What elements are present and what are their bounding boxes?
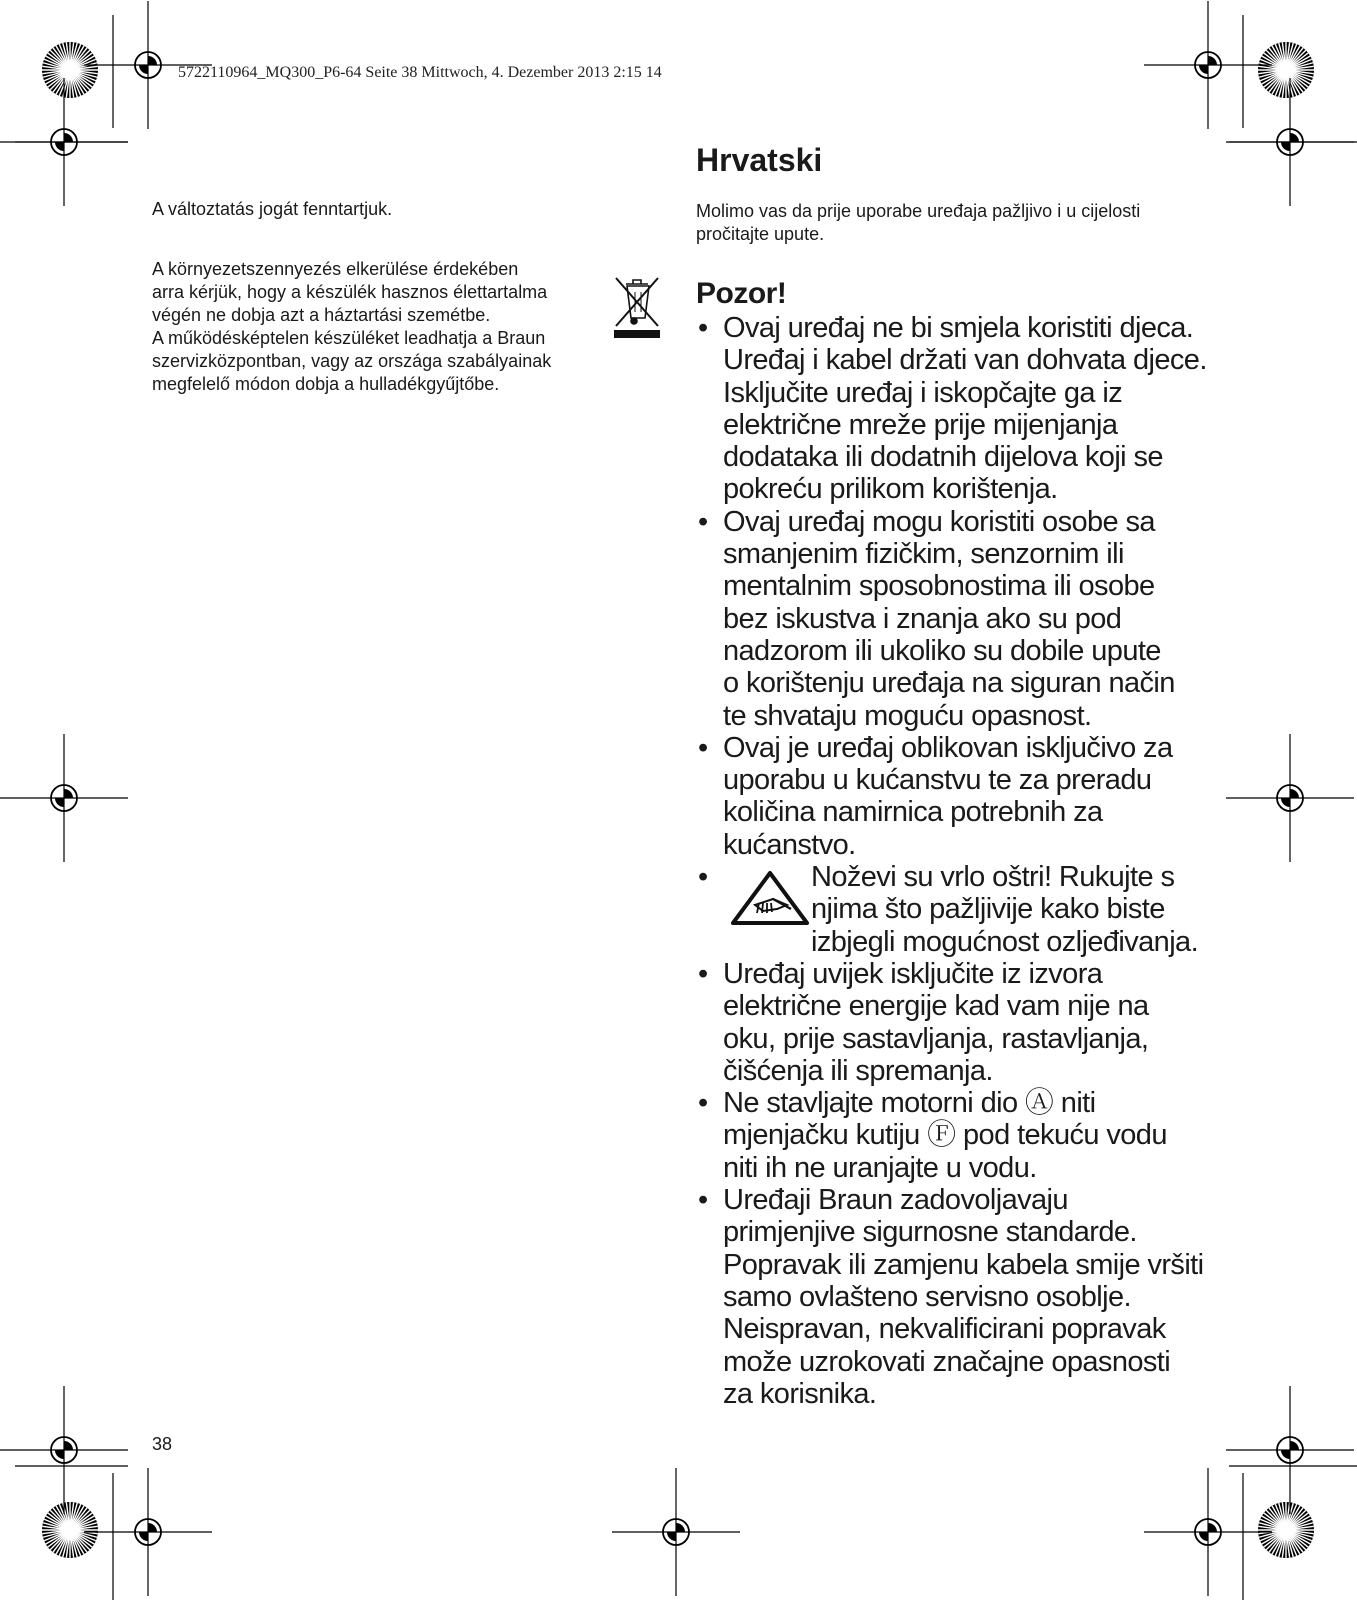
hungarian-column	[152, 198, 622, 396]
intro-line: pročitajte upute.	[696, 224, 825, 244]
crossed-out-wheelie-bin-icon	[612, 274, 662, 340]
caution-heading: Pozor!	[696, 277, 787, 310]
warning-line: te shvataju moguću opasnost.	[723, 699, 1092, 732]
warning-line: bez iskustva i znanja ako su pod	[723, 602, 1122, 635]
registration-mark-icon	[1144, 1, 1272, 129]
warning-line: Neispravan, nekvalificirani popravak	[723, 1313, 1166, 1346]
warning-line: mjenjačku kutiju Ⓕ pod tekuću vodu	[723, 1119, 1167, 1152]
intro-line: Molimo vas da prije uporabe uređaja pažljivo i u cijelosti	[696, 201, 1141, 221]
disposal-line: A környezetszennyezés elkerülése érdekében	[152, 259, 519, 279]
warning-line: Uređaj i kabel držati van dohvata djece.	[723, 344, 1207, 377]
warning-line: dodataka ili dodatnih dijelova koji se	[723, 441, 1163, 474]
bullet: •	[698, 1184, 708, 1217]
warning-item	[696, 312, 1216, 506]
warning-line: količina namirnica potrebnih za	[723, 796, 1103, 829]
bullet: •	[698, 957, 708, 990]
bullet: •	[698, 505, 708, 538]
registration-mark-icon	[0, 78, 128, 206]
warning-line: Ovaj uređaj mogu koristiti osobe sa	[723, 505, 1155, 538]
warning-line: izbjegli mogućnost ozljeđivanja.	[811, 925, 1199, 958]
print-slug: 5722110964_MQ300_P6-64 Seite 38 Mittwoch, 4. Dezember 2013 2:15 14	[178, 64, 662, 81]
disposal-line: megfelelő módon dobja a hulladékgyűjtőbe.	[152, 374, 500, 394]
warning-item	[696, 958, 1216, 1087]
registration-mark-icon	[1226, 1386, 1354, 1514]
disposal-line: arra kérjük, hogy a készülék hasznos élettartalma	[152, 282, 548, 302]
page-number: 38	[152, 1434, 173, 1454]
warning-line: Noževi su vrlo oštri! Rukujte s	[811, 861, 1175, 894]
registration-mark-icon	[612, 1468, 740, 1596]
warning-line: električne mreže prije mijenjanja	[723, 408, 1118, 441]
starburst-color-bar-icon	[42, 1502, 98, 1558]
warnings-list	[696, 312, 1216, 1410]
warning-item	[696, 1087, 1216, 1184]
warning-line: električne energije kad vam nije na	[723, 990, 1149, 1023]
blade-warning-row	[723, 861, 1216, 958]
warning-line: primjenjive sigurnosne standarde.	[723, 1216, 1137, 1249]
sharp-blade-warning-icon	[729, 869, 811, 929]
language-title: Hrvatski	[696, 142, 823, 178]
bullet: •	[698, 312, 708, 344]
warning-line: Ne stavljajte motorni dio Ⓐ niti	[723, 1087, 1096, 1120]
warning-line: nadzorom ili ukoliko su dobile upute	[723, 634, 1161, 667]
warning-line: čišćenja ili spremanja.	[723, 1054, 993, 1087]
bullet: •	[698, 731, 708, 764]
disposal-line: szervizközpontban, vagy az országa szabályainak	[152, 351, 552, 371]
registration-mark-icon	[1144, 1468, 1272, 1596]
warning-line: Ovaj uređaj ne bi smjela koristiti djeca.	[723, 312, 1194, 344]
registration-mark-icon	[84, 1468, 212, 1596]
warning-line: niti ih ne uranjajte u vodu.	[723, 1151, 1037, 1184]
registration-mark-icon	[0, 1386, 128, 1514]
croatian-column	[696, 140, 1216, 1410]
change-reserved-note: A változtatás jogát fenntartjuk.	[152, 199, 393, 219]
intro-text	[696, 200, 1206, 246]
warning-line: smanjenim fizičkim, senzornim ili	[723, 538, 1124, 571]
warning-line: samo ovlašteno servisno osoblje.	[723, 1280, 1131, 1313]
warning-line: može uzrokovati značajne opasnosti	[723, 1345, 1171, 1378]
registration-mark-icon	[1226, 78, 1354, 206]
warning-line: Popravak ili zamjenu kabela smije vršiti	[723, 1248, 1204, 1281]
starburst-color-bar-icon	[1258, 42, 1314, 98]
bullet: •	[698, 861, 708, 894]
warning-item	[696, 732, 1216, 861]
warning-line: mentalnim sposobnostima ili osobe	[723, 570, 1155, 603]
registration-mark-icon	[0, 734, 128, 862]
warning-line: pokreću prilikom korištenja.	[723, 473, 1058, 506]
warning-line: uporabu u kućanstvu te za preradu	[723, 764, 1152, 797]
warning-line: njima što pažljivije kako biste	[811, 893, 1165, 926]
disposal-notice	[152, 258, 612, 396]
disposal-line: A működésképtelen készüléket leadhatja a Braun	[152, 328, 546, 348]
warning-item	[696, 1184, 1216, 1410]
warning-line: Isključite uređaj i iskopčajte ga iz	[723, 376, 1123, 409]
warning-line: Uređaj uvijek isključite iz izvora	[723, 957, 1103, 990]
warning-line: za korisnika.	[723, 1377, 877, 1410]
warning-item	[696, 861, 1216, 958]
starburst-color-bar-icon	[1258, 1502, 1314, 1558]
warning-line: o korištenju uređaja na siguran način	[723, 667, 1175, 700]
starburst-color-bar-icon	[42, 42, 98, 98]
warning-item	[696, 506, 1216, 732]
warning-line: kućanstvo.	[723, 828, 856, 861]
bullet: •	[698, 1087, 708, 1120]
blade-warning-text	[811, 861, 1216, 958]
disposal-line: végén ne dobja azt a háztartási szemétbe.	[152, 305, 491, 325]
registration-mark-icon	[1226, 734, 1354, 862]
warning-line: Ovaj je uređaj oblikovan isključivo za	[723, 731, 1173, 764]
warning-line: oku, prije sastavljanja, rastavljanja,	[723, 1022, 1149, 1055]
warning-line: Uređaji Braun zadovoljavaju	[723, 1184, 1068, 1217]
